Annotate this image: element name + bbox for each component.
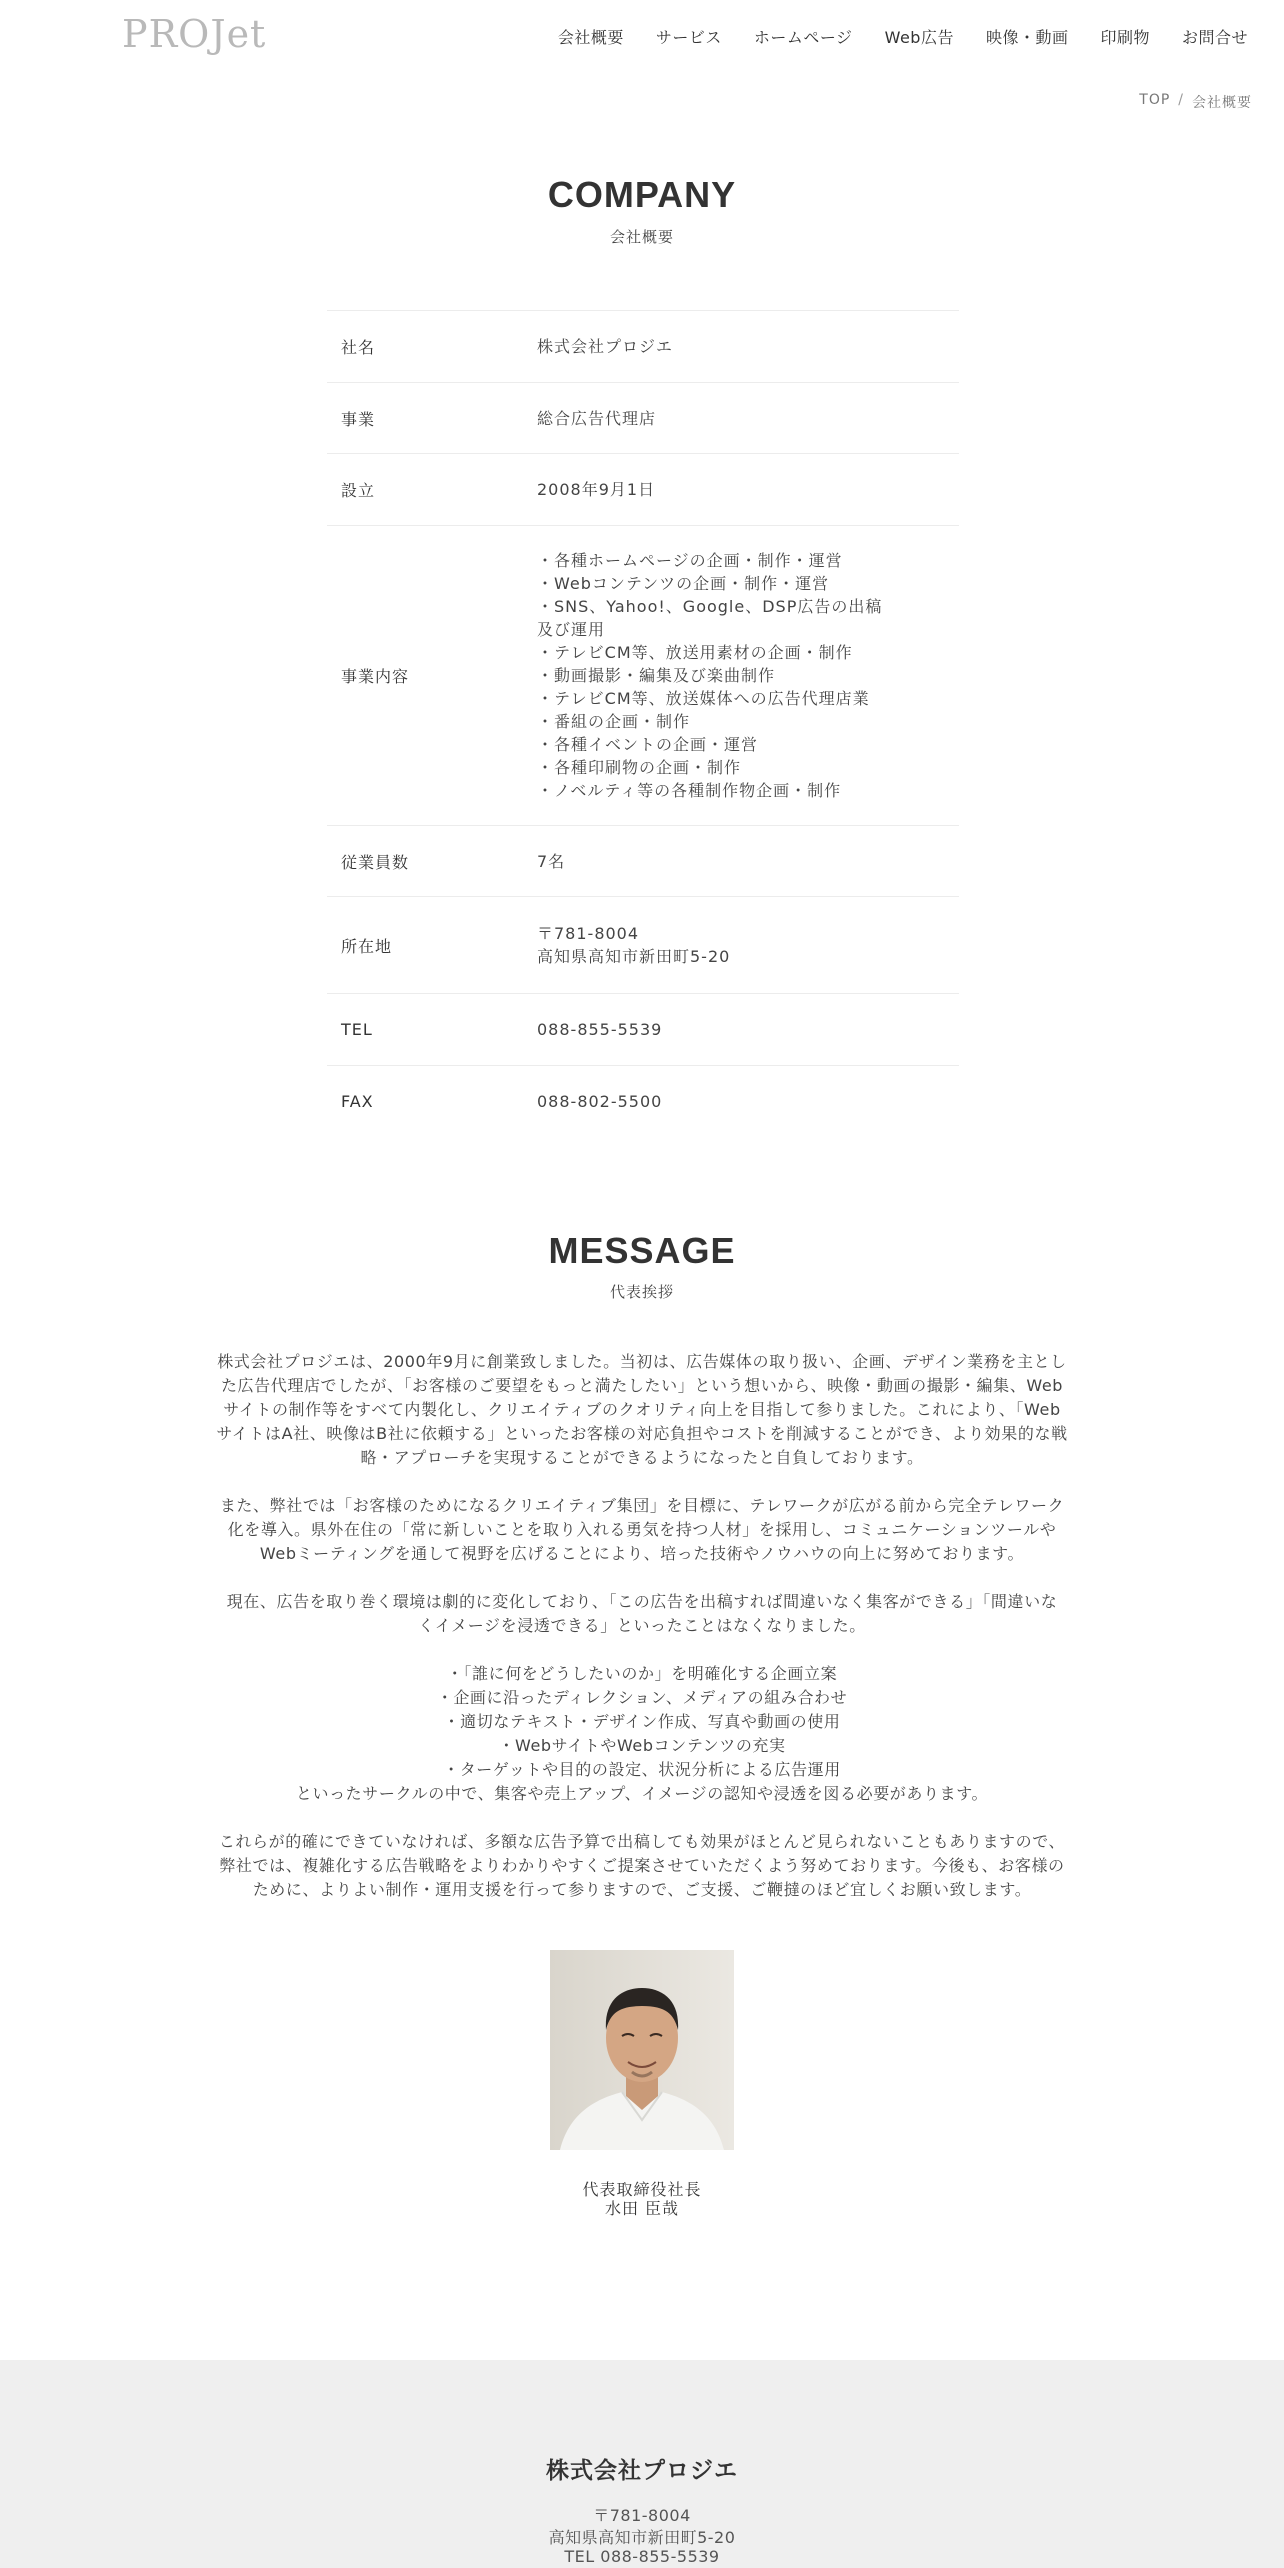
breadcrumb xyxy=(1139,92,1252,112)
global-nav xyxy=(558,25,1248,48)
nav-item-web-ads[interactable]: Web広告 xyxy=(884,28,954,47)
table-row xyxy=(327,526,959,826)
row-label-company-name: 社名 xyxy=(341,338,376,357)
message-line: ・WebサイトやWebコンテンツの充実 xyxy=(498,1736,786,1755)
row-value-business-details xyxy=(537,549,959,802)
footer-tel[interactable]: TEL 088-855-5539 xyxy=(564,2547,720,2566)
message-line: ・適切なテキスト・デザイン作成、写真や動画の使用 xyxy=(443,1712,841,1731)
nav-item-video[interactable]: 映像・動画 xyxy=(985,28,1069,47)
value-line: 株式会社プロジエ xyxy=(537,337,674,356)
nav-item-print[interactable]: 印刷物 xyxy=(1100,28,1150,47)
president-title: 代表取締役社長 xyxy=(582,2180,702,2199)
message-line: サイトはA社、映像はB社に依頼する」といったお客様の対応負担やコストを削減することができ、より効果的な戦 xyxy=(216,1424,1068,1443)
value-line: 7名 xyxy=(537,851,566,871)
row-label-tel: TEL xyxy=(341,1020,373,1039)
message-line: た広告代理店でしたが、「お客様のご要望をもっと満たしたい」という想いから、映像・動画の撮影・編集、Web xyxy=(220,1376,1064,1395)
message-line: 略・アプローチを実現することができるようになったと自負しております。 xyxy=(360,1448,924,1467)
message-paragraph xyxy=(190,1830,1094,1902)
row-label-business: 事業 xyxy=(341,409,376,429)
value-line: 総合広告代理店 xyxy=(537,408,657,428)
message-line: といったサークルの中で、集客や売上アップ、イメージの認知や浸透を図る必要があります。 xyxy=(295,1784,989,1803)
message-line: ・ターゲットや目的の設定、状況分析による広告運用 xyxy=(443,1760,841,1779)
value-line: ・SNS、Yahoo!、Google、DSP広告の出稿 xyxy=(537,597,883,616)
value-line: ・各種イベントの企画・運営 xyxy=(537,735,759,754)
footer-company-name: 株式会社プロジエ xyxy=(546,2458,738,2484)
breadcrumb-current: 会社概要 xyxy=(1192,95,1252,111)
table-row xyxy=(327,826,959,897)
row-value-company-name xyxy=(537,335,959,358)
value-line: ・動画撮影・編集及び楽曲制作 xyxy=(537,666,776,685)
message-paragraph xyxy=(190,1590,1094,1638)
value-line: ・テレビCM等、放送媒体への広告代理店業 xyxy=(537,689,870,708)
row-label-fax: FAX xyxy=(341,1091,374,1111)
message-line: ために、よりよい制作・運用支援を行って参りますので、ご支援、ご鞭撻のほど宜しくお願い致します。 xyxy=(252,1880,1032,1899)
value-line: 〒781-8004 xyxy=(537,924,640,943)
value-line: ・ノベルティ等の各種制作物企画・制作 xyxy=(537,781,842,800)
row-value-address xyxy=(537,922,959,968)
message-body xyxy=(190,1350,1094,1926)
footer-postal-code: 〒781-8004 xyxy=(593,2506,691,2525)
value-line: 及び運用 xyxy=(537,620,606,639)
table-row xyxy=(327,383,959,454)
row-value-tel xyxy=(537,1018,959,1041)
message-paragraph xyxy=(190,1494,1094,1566)
message-line: また、弊社では「お客様のためになるクリエイティブ集団」を目標に、テレワークが広がる前から完全テレワーク xyxy=(219,1496,1065,1515)
company-section-subtitle: 会社概要 xyxy=(609,228,674,246)
nav-item-company[interactable]: 会社概要 xyxy=(557,28,624,47)
site-header xyxy=(0,0,1284,70)
breadcrumb-home-link[interactable]: TOP xyxy=(1139,92,1171,108)
message-section-title: MESSAGE xyxy=(548,1230,736,1271)
value-line: ・各種印刷物の企画・制作 xyxy=(537,758,742,777)
message-line: Webミーティングを通して視野を広げることにより、培った技術やノウハウの向上に努めております。 xyxy=(259,1544,1025,1563)
message-line: ・「誰に何をどうしたいのか」を明確化する企画立案 xyxy=(446,1664,838,1683)
company-section-title: COMPANY xyxy=(547,174,737,215)
table-row xyxy=(327,454,959,526)
message-line: 化を導入。県外在住の「常に新しいことを取り入れる勇気を持つ人材」を採用し、コミュニケーションツールや xyxy=(227,1520,1057,1539)
row-value-fax xyxy=(537,1090,959,1113)
site-footer xyxy=(0,2360,1284,2568)
nav-item-contact[interactable]: お問合せ xyxy=(1181,28,1248,47)
president-photo xyxy=(550,1950,734,2150)
row-label-employees: 従業員数 xyxy=(341,852,410,872)
row-value-business xyxy=(537,407,959,430)
message-line: サイトの制作等をすべて内製化し、クリエイティブのクオリティ向上を目指して参りました。これにより、「Web xyxy=(223,1400,1061,1419)
table-row xyxy=(327,994,959,1066)
message-paragraph xyxy=(190,1350,1094,1470)
value-line: ・Webコンテンツの企画・制作・運営 xyxy=(537,574,830,593)
nav-item-service[interactable]: サービス xyxy=(655,28,722,47)
row-value-employees xyxy=(537,850,959,873)
message-line: 弊社では、複雑化する広告戦略をよりわかりやすくご提案させていただくよう努めております。今後も、お客様の xyxy=(219,1856,1065,1875)
president-portrait-image xyxy=(550,1950,734,2150)
row-label-business-details: 事業内容 xyxy=(341,667,410,686)
value-line: ・番組の企画・制作 xyxy=(537,712,691,731)
company-info-table xyxy=(327,310,959,1136)
message-line: くイメージを浸透できる」といったことはなくなりました。 xyxy=(418,1616,866,1635)
table-row xyxy=(327,1066,959,1136)
row-label-address: 所在地 xyxy=(341,936,393,956)
breadcrumb-separator: / xyxy=(1178,92,1184,108)
message-paragraph xyxy=(190,1662,1094,1806)
message-line: 株式会社プロジエは、2000年9月に創業致しました。当初は、広告媒体の取り扱い、企画、デザイン業務を主とし xyxy=(217,1352,1067,1371)
row-label-founded: 設立 xyxy=(341,481,376,500)
value-line: 088-802-5500 xyxy=(537,1091,663,1111)
message-line: これらが的確にできていなければ、多額な広告予算で出稿しても効果がほとんど見られないこともありますので、 xyxy=(218,1832,1066,1851)
message-line: 現在、広告を取り巻く環境は劇的に変化しており、「この広告を出稿すれば間違いなく集客ができる」「間違いな xyxy=(226,1592,1058,1611)
table-row xyxy=(327,311,959,383)
message-line: ・企画に沿ったディレクション、メディアの組み合わせ xyxy=(436,1688,848,1707)
president-name: 水田 臣哉 xyxy=(604,2199,680,2218)
nav-item-homepage[interactable]: ホームページ xyxy=(753,28,853,47)
site-logo[interactable]: PROJet xyxy=(122,12,267,56)
table-row xyxy=(327,897,959,994)
value-line: ・各種ホームページの企画・制作・運営 xyxy=(537,551,843,570)
footer-address: 高知県高知市新田町5-20 xyxy=(548,2528,736,2547)
message-section-subtitle: 代表挨拶 xyxy=(609,1283,674,1301)
row-value-founded xyxy=(537,478,959,501)
value-line: 2008年9月1日 xyxy=(537,480,656,499)
value-line: 088-855-5539 xyxy=(537,1020,663,1039)
value-line: ・テレビCM等、放送用素材の企画・制作 xyxy=(537,643,853,662)
value-line: 高知県高知市新田町5-20 xyxy=(537,947,731,966)
